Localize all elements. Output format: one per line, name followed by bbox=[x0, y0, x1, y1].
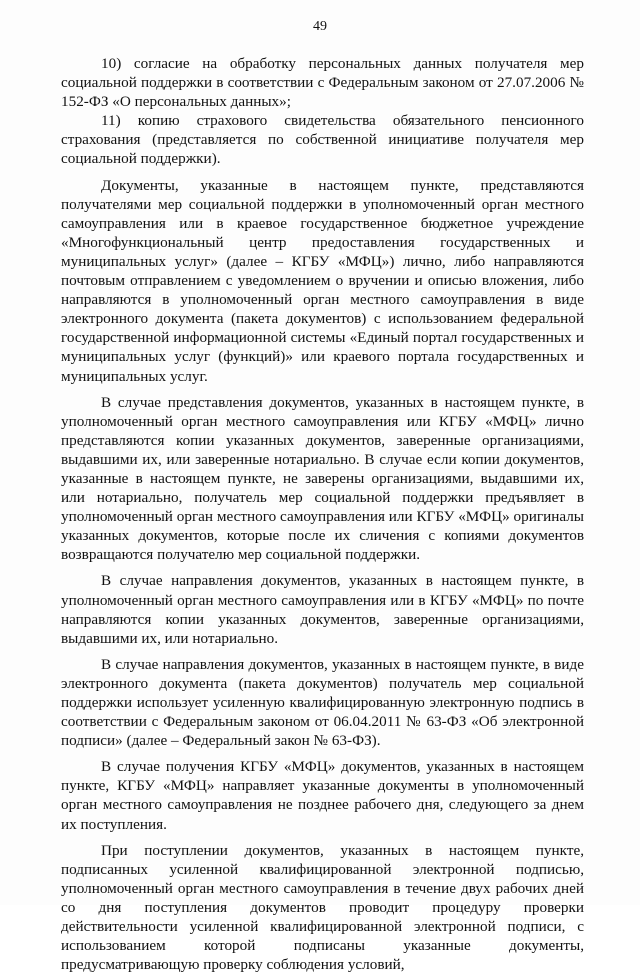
paragraph-personal-submission: В случае представления документов, указанных в настоящем пункте, в уполномоченный орган местного самоуправления или КГБУ «МФЦ» лично представляются копии указанных документов, заверенные организациями, выдавшими их, или заверенные нотариально. В случае если копии документов, указанные в настоящем пункте, не заверены организациями, выдавшими их, или нотариально, получатель мер социальной поддержки предъявляет в уполномоченный орган местного самоуправления или КГБУ «МФЦ» оригиналы указанных документов, которые после их сличения с копиями документов возвращаются получателю мер социальной поддержки. bbox=[61, 393, 584, 564]
paragraph-signature-verification: При поступлении документов, указанных в настоящем пункте, подписанных усиленной квалифицированной электронной подписью, уполномоченный орган местного самоуправления в течение двух рабочих дней со дня поступления документов проводит процедуру проверки действительности усиленной квалифицированной электронной подписи, с использованием которой подписаны указанные документы, предусматривающую проверку соблюдения условий, bbox=[61, 841, 584, 974]
paragraph-electronic-submission: В случае направления документов, указанных в настоящем пункте, в виде электронного документа (пакета документов) получатель мер социальной поддержки использует усиленную квалифицированную электронную подпись в соответствии с Федеральным законом от 06.04.2011 № 63-ФЗ «Об электронной подписи» (далее – Федеральный закон № 63-ФЗ). bbox=[61, 655, 584, 750]
paragraph-item-11-insurance-certificate: 11) копию страхового свидетельства обязательного пенсионного страхования (представляется по собственной инициативе получателя мер социальной поддержки). bbox=[61, 112, 584, 168]
page-number: 49 bbox=[313, 19, 327, 34]
paragraph-mfc-forwarding: В случае получения КГБУ «МФЦ» документов, указанных в настоящем пункте, КГБУ «МФЦ» направляет указанные документы в уполномоченный орган местного самоуправления не позднее рабочего дня, следующего за днем их поступления. bbox=[61, 758, 584, 833]
paragraph-postal-submission: В случае направления документов, указанных в настоящем пункте, в уполномоченный орган местного самоуправления или в КГБУ «МФЦ» по почте направляются копии указанных документов, заверенные организациями, выдавшими их, или нотариально. bbox=[61, 572, 584, 647]
paragraph-submission-methods: Документы, указанные в настоящем пункте, представляются получателями мер социальной поддержки в уполномоченный орган местного самоуправления или в краевое государственное бюджетное учреждение «Многофункциональный центр предоставления государственных и муниципальных услуг» (далее – КГБУ «МФЦ») лично, либо направляются почтовым отправлением с уведомлением о вручении и описью вложения, либо направляются в уполномоченный орган местного самоуправления в виде электронного документа (пакета документов) с использованием федеральной государственной информационной системы «Единый портал государственных и муниципальных услуг (функций)» или краевого портала государственных и муниципальных услуг. bbox=[61, 176, 584, 385]
document-body bbox=[61, 54, 584, 974]
paragraph-item-10-consent: 10) согласие на обработку персональных данных получателя мер социальной поддержки в соответствии с Федеральным законом от 27.07.2006 № 152-ФЗ «О персональных данных»; bbox=[61, 55, 584, 111]
